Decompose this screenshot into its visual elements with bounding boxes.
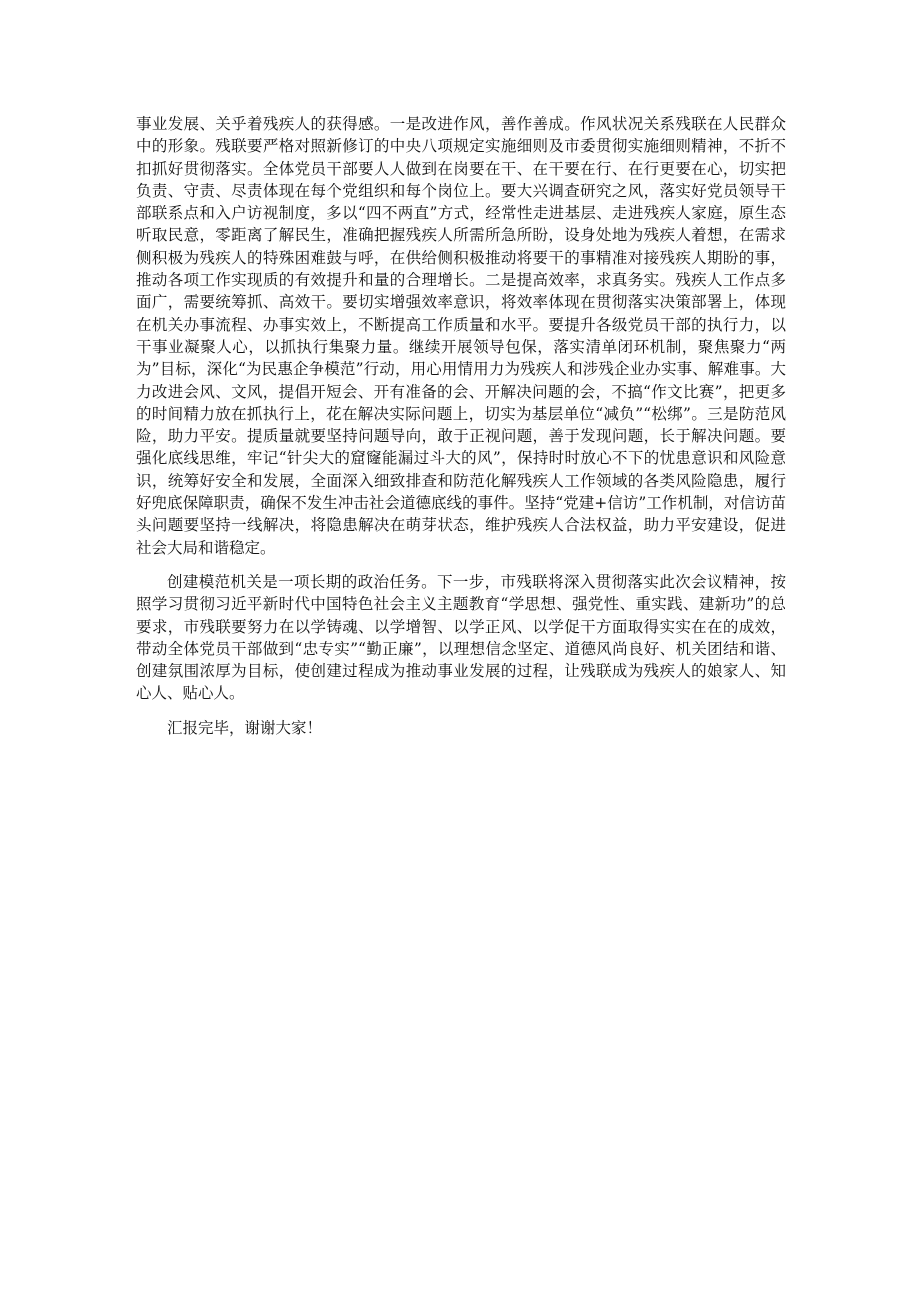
paragraph-next-steps: 创建模范机关是一项长期的政治任务。下一步，市残联将深入贯彻落实此次会议精神，按照学习贯彻习近平新时代中国特色社会主义主题教育“学思想、强党性、重实践、建新功”的总要求，市残联要努力在以学铸魂、以学增智、以学正风、以学促干方面取得实实在在的成效，带动全体党员干部做到“忠专实”“勤正廉”，以理想信念坚定、道德风尚良好、机关团结和谐、创建氛围浓厚为目标，使创建过程成为推动事业发展的过程，让残联成为残疾人的娘家人、知心人、贴心人。 <box>136 572 786 703</box>
document-body <box>136 113 786 739</box>
paragraph-continuation: 事业发展、关乎着残疾人的获得感。一是改进作风，善作善成。作风状况关系残联在人民群众中的形象。残联要严格对照新修订的中央八项规定实施细则及市委贯彻实施细则精神，不折不扣抓好贯彻落实。全体党员干部要人人做到在岗要在干、在干要在行、在行更要在心，切实把负责、守责、尽责体现在每个党组织和每个岗位上。要大兴调查研究之风，落实好党员领导干部联系点和入户访视制度，多以“四不两直”方式，经常性走进基层、走进残疾人家庭，原生态听取民意，零距离了解民生，准确把握残疾人所需所急所盼，设身处地为残疾人着想，在需求侧积极为残疾人的特殊困难鼓与呼，在供给侧积极推动将要干的事精准对接残疾人期盼的事，推动各项工作实现质的有效提升和量的合理增长。二是提高效率，求真务实。残疾人工作点多面广，需要统筹抓、高效干。要切实增强效率意识，将效率体现在贯彻落实决策部署上，体现在机关办事流程、办事实效上，不断提高工作质量和水平。要提升各级党员干部的执行力，以干事业凝聚人心，以抓执行集聚力量。继续开展领导包保，落实清单闭环机制，聚焦聚力“两为”目标，深化“为民惠企争模范”行动，用心用情用力为残疾人和涉残企业办实事、解难事。大力改进会风、文风，提倡开短会、开有准备的会、开解决问题的会，不搞“作文比赛”，把更多的时间精力放在抓执行上，花在解决实际问题上，切实为基层单位“减负”“松绑”。三是防范风险，助力平安。提质量就要坚持问题导向，敢于正视问题，善于发现问题，长于解决问题。要强化底线思维，牢记“针尖大的窟窿能漏过斗大的风”，保持时时放心不下的忧患意识和风险意识，统筹好安全和发展，全面深入细致排查和防范化解残疾人工作领域的各类风险隐患，履行好兜底保障职责，确保不发生冲击社会道德底线的事件。坚持“党建+信访”工作机制，对信访苗头问题要坚持一线解决，将隐患解决在萌芽状态，维护残疾人合法权益，助力平安建设，促进社会大局和谐稳定。 <box>136 115 786 557</box>
paragraph-closing: 汇报完毕，谢谢大家！ <box>167 718 323 737</box>
